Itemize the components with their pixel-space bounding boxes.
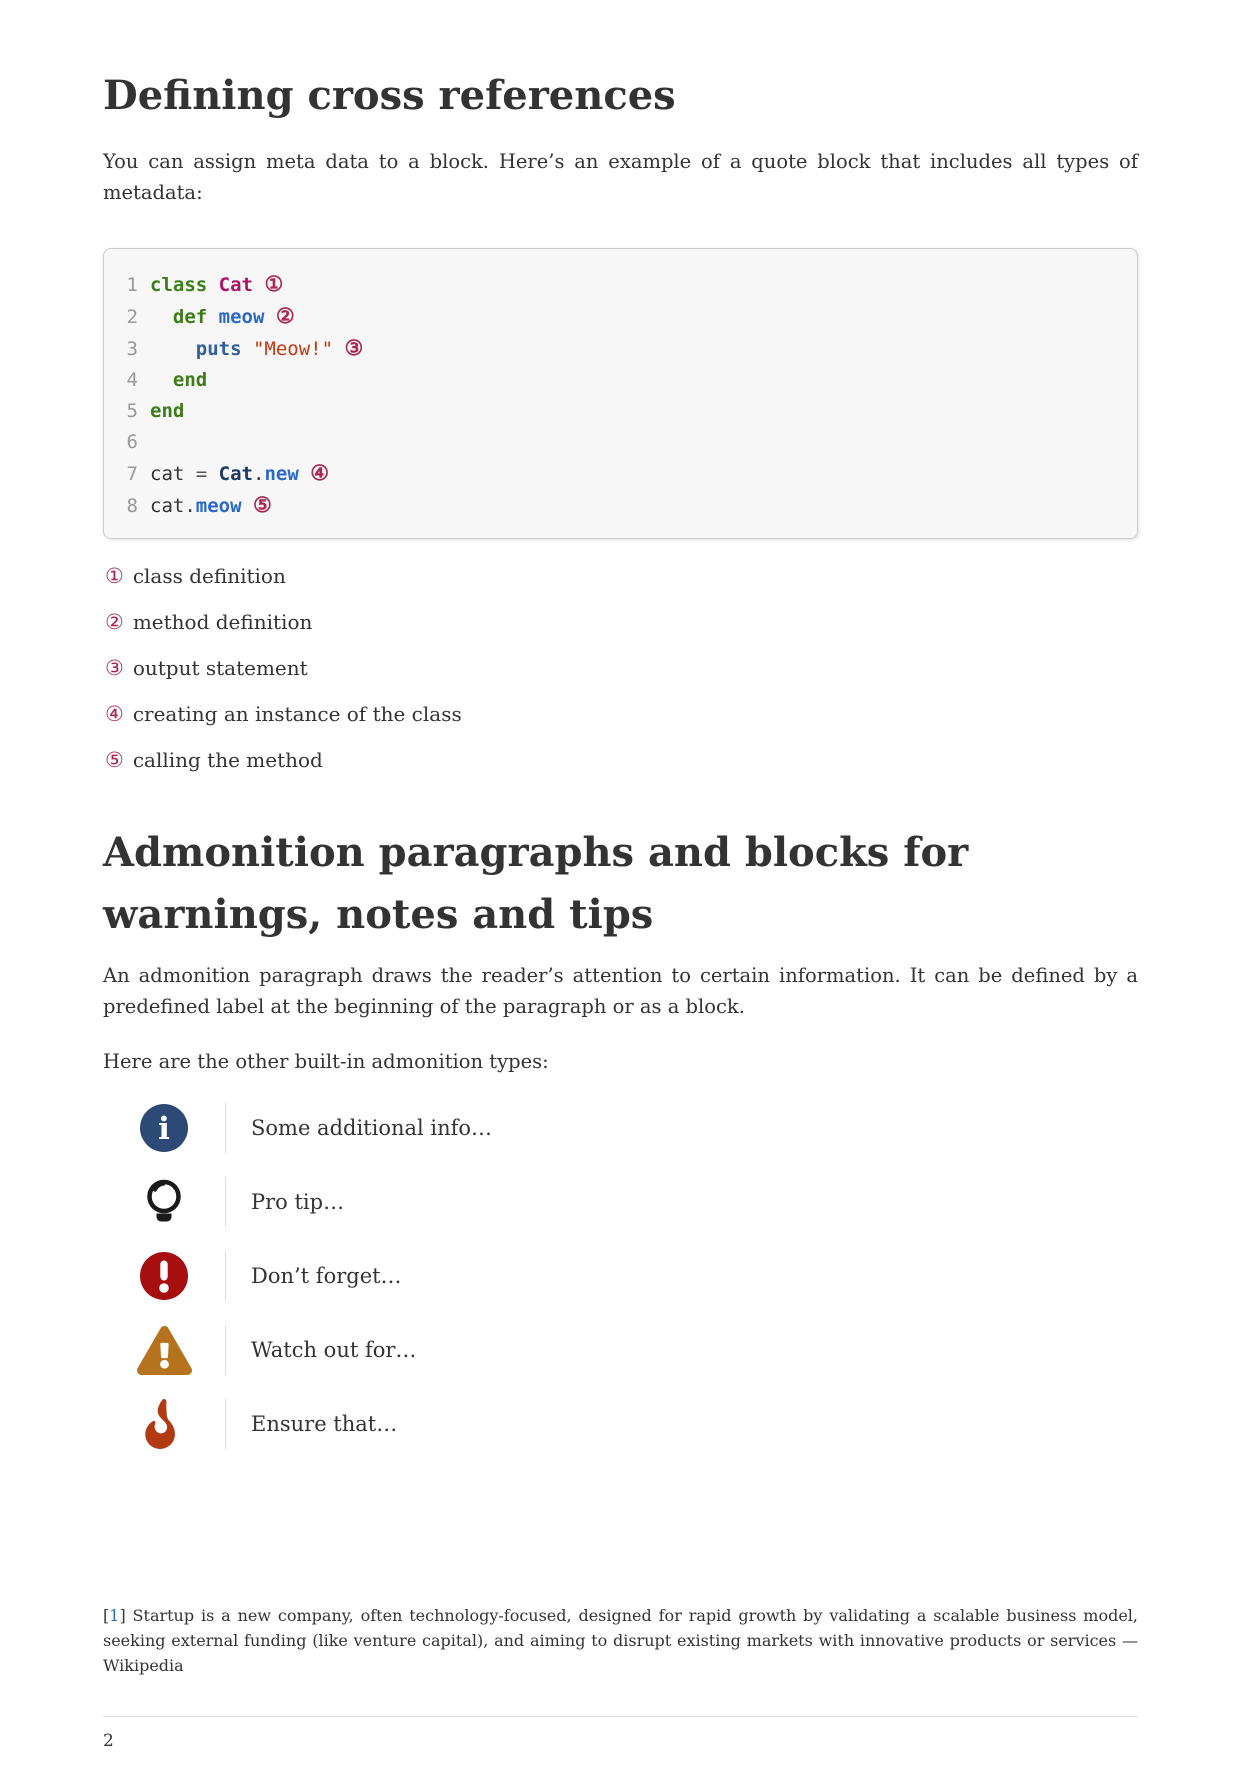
code-token: . bbox=[252, 463, 265, 485]
code-line bbox=[124, 458, 1119, 490]
callout-number: ③ bbox=[344, 336, 364, 360]
code-token bbox=[150, 306, 173, 328]
footnote-ref-link[interactable]: 1 bbox=[109, 1606, 120, 1625]
heading-defining-cross-references: Defining cross references bbox=[103, 72, 676, 119]
line-number: 2 bbox=[126, 306, 138, 328]
code-token: . bbox=[184, 495, 196, 517]
callout-list-item bbox=[105, 653, 1138, 684]
line-number: 8 bbox=[126, 495, 138, 517]
code-token: Cat bbox=[218, 274, 253, 296]
code-token bbox=[207, 274, 218, 296]
info-circle-icon bbox=[103, 1103, 225, 1153]
code-token bbox=[242, 495, 253, 517]
footnote-text: Startup is a new company, often technology-focused, designed for rapid growth by validating a scalable business model, seeking external funding (like venture capital), and aiming to disrupt existing markets with innovative products or services — Wikipedia bbox=[103, 1606, 1138, 1675]
callout-number: ⑤ bbox=[253, 493, 272, 517]
callout-number: ④ bbox=[310, 461, 330, 485]
warning-triangle-icon bbox=[103, 1325, 225, 1375]
footnote bbox=[103, 1603, 1138, 1678]
callout-number: ④ bbox=[105, 702, 124, 726]
admonition-row-important bbox=[103, 1251, 1138, 1301]
line-number: 6 bbox=[126, 431, 138, 453]
admonition-text: Watch out for… bbox=[225, 1325, 416, 1375]
footer-divider bbox=[103, 1716, 1138, 1717]
code-token: puts bbox=[195, 338, 242, 360]
admonition-examples bbox=[103, 1103, 1138, 1449]
admonition-row-note bbox=[103, 1103, 1138, 1153]
fire-icon bbox=[103, 1399, 225, 1449]
code-line bbox=[124, 269, 1119, 301]
admonition-text: Some additional info… bbox=[225, 1103, 492, 1153]
heading-admonition-paragraphs: Admonition paragraphs and blocks for warnings, notes and tips bbox=[103, 829, 969, 938]
admonition-text: Pro tip… bbox=[225, 1177, 344, 1227]
code-token: "Meow!" bbox=[252, 338, 334, 360]
code-token bbox=[333, 338, 344, 360]
code-line bbox=[124, 427, 1119, 458]
code-token: = bbox=[184, 463, 219, 485]
callout-text: output statement bbox=[132, 656, 308, 680]
callout-list bbox=[105, 561, 1138, 776]
code-token bbox=[242, 338, 253, 360]
code-line bbox=[124, 333, 1119, 365]
footnotes-section bbox=[103, 1603, 1138, 1678]
code-token: cat bbox=[150, 495, 185, 517]
footnote-bracket: [ bbox=[103, 1606, 110, 1625]
code-line bbox=[124, 301, 1119, 333]
callout-text: creating an instance of the class bbox=[132, 702, 462, 726]
callout-number: ② bbox=[105, 610, 124, 634]
svg-text:i: i bbox=[158, 1111, 170, 1147]
callout-text: class definition bbox=[132, 564, 286, 588]
code-token bbox=[253, 274, 264, 296]
admonition-row-tip bbox=[103, 1177, 1138, 1227]
code-token: end bbox=[150, 400, 185, 422]
admonition-intro-paragraph: An admonition paragraph draws the reader’s attention to certain information. It can be defined by a predefined label at the beginning of the paragraph or as a block. bbox=[103, 964, 1138, 1018]
footnote-bracket: ] bbox=[119, 1606, 133, 1625]
intro-paragraph: You can assign meta data to a block. Here’s an example of a quote block that includes all types of metadata: bbox=[103, 150, 1138, 204]
code-token: def bbox=[172, 306, 208, 328]
callout-list-item bbox=[105, 745, 1138, 776]
line-number: 5 bbox=[126, 400, 138, 422]
code-token: end bbox=[172, 369, 208, 391]
code-token: meow bbox=[195, 495, 242, 517]
code-token bbox=[207, 306, 218, 328]
callout-list-item bbox=[105, 561, 1138, 592]
line-number: 7 bbox=[126, 463, 138, 485]
code-token: Cat bbox=[218, 463, 253, 485]
code-token: cat bbox=[150, 463, 185, 485]
callout-text: method definition bbox=[132, 610, 313, 634]
callout-list-item bbox=[105, 607, 1138, 638]
page-number: 2 bbox=[103, 1731, 114, 1751]
line-number: 1 bbox=[126, 274, 138, 296]
callout-number: ② bbox=[275, 304, 295, 328]
exclamation-circle-icon bbox=[103, 1251, 225, 1301]
admonition-types-paragraph: Here are the other built-in admonition types: bbox=[103, 1050, 549, 1073]
code-line bbox=[124, 490, 1119, 522]
code-block bbox=[103, 248, 1138, 539]
code-token: new bbox=[264, 463, 299, 485]
admonition-row-warning bbox=[103, 1325, 1138, 1375]
admonition-row-caution bbox=[103, 1399, 1138, 1449]
callout-number: ① bbox=[264, 272, 284, 296]
code-token bbox=[299, 463, 310, 485]
callout-list-item bbox=[105, 699, 1138, 730]
line-number: 3 bbox=[126, 338, 138, 360]
callout-number: ① bbox=[105, 564, 124, 588]
code-token: meow bbox=[218, 306, 265, 328]
code-token bbox=[264, 306, 275, 328]
admonition-text: Don’t forget… bbox=[225, 1251, 402, 1301]
callout-number: ③ bbox=[105, 656, 124, 680]
line-number: 4 bbox=[126, 369, 138, 391]
code-line bbox=[124, 365, 1119, 396]
admonition-text: Ensure that… bbox=[225, 1399, 397, 1449]
code-line bbox=[124, 396, 1119, 427]
code-token: class bbox=[150, 274, 208, 296]
code-token bbox=[150, 338, 196, 360]
lightbulb-icon bbox=[103, 1177, 225, 1227]
callout-text: calling the method bbox=[132, 748, 323, 772]
code-token bbox=[150, 369, 173, 391]
callout-number: ⑤ bbox=[105, 748, 124, 772]
